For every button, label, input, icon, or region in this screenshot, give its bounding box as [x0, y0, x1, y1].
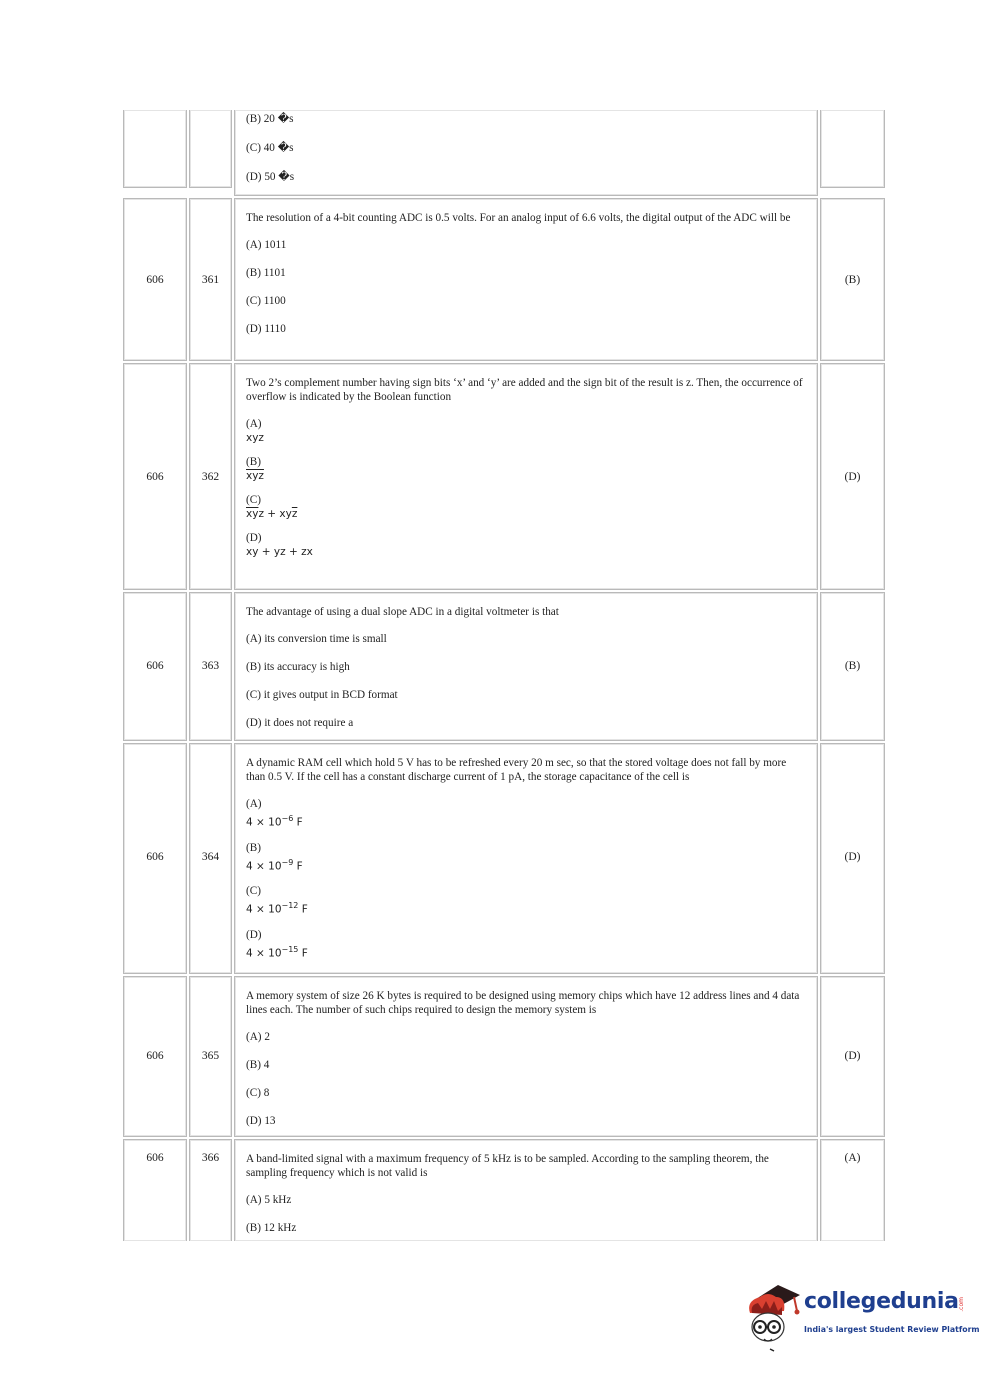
math-expression: xy + yz + zx	[246, 546, 313, 558]
answer-cell	[820, 198, 885, 361]
question-cell	[234, 976, 818, 1137]
option: (D) 13	[246, 1115, 276, 1127]
math-expression: $4 \times 10^{-9}$ F	[246, 857, 303, 872]
math-expression: $\overline{xy}z + xy\overline{z}$	[246, 508, 298, 520]
option: (B) 12 kHz	[246, 1222, 297, 1234]
math-expression: xyz	[246, 432, 264, 444]
mascot-icon	[742, 1283, 802, 1353]
qno-cell	[189, 198, 232, 361]
qno-cell	[189, 592, 232, 741]
option: (C) 40 �s	[246, 142, 294, 154]
option: (D) 50 �s	[246, 171, 295, 183]
option: (D) it does not require a	[246, 717, 354, 729]
question-number: 363	[201, 660, 220, 672]
option: (B) its accuracy is high	[246, 661, 350, 673]
question-number: 366	[201, 1152, 220, 1164]
question-cell	[234, 363, 818, 590]
option: (B) 4	[246, 1059, 270, 1071]
logo-wordmark: collegedunia	[804, 1289, 959, 1314]
code-cell	[123, 110, 187, 188]
code-cell	[123, 363, 187, 590]
table-row-364	[123, 743, 885, 974]
math-expression: $4 \times 10^{-15}$ F	[246, 944, 308, 959]
exam-code: 606	[146, 851, 164, 863]
table-row-363	[123, 592, 885, 741]
option-label: (C)	[246, 885, 261, 897]
option-label: (A)	[246, 418, 262, 430]
option	[246, 884, 805, 918]
question-text: A band-limited signal with a maximum frequency of 5 kHz is to be sampled. According to the sampling theorem, the sampling frequency which is not valid is	[246, 1153, 769, 1179]
logo-tagline: India's largest Student Review Platform	[804, 1325, 980, 1334]
option-label: (B)	[246, 841, 261, 854]
question-cell	[234, 743, 818, 974]
logo-suffix: .com	[958, 1297, 965, 1312]
qno-cell	[189, 363, 232, 590]
option	[246, 841, 805, 875]
option: (B) 1101	[246, 267, 286, 279]
code-cell	[123, 976, 187, 1137]
table-row-365	[123, 976, 885, 1137]
table-row-362	[123, 363, 885, 590]
option	[246, 455, 805, 484]
question-number: 361	[201, 274, 220, 286]
qno-cell	[189, 976, 232, 1137]
option: (D) 1110	[246, 323, 286, 335]
answer-cell	[820, 110, 885, 188]
question-text: The resolution of a 4-bit counting ADC is 0.5 volts. For an analog input of 6.6 volts, the digital output of the ADC will be	[246, 212, 791, 224]
math-expression: $\overline{xyz}$	[246, 470, 264, 482]
exam-code: 606	[146, 1152, 164, 1164]
math-expression: $4 \times 10^{-6}$ F	[246, 814, 303, 829]
question-text: Two 2’s complement number having sign bits ‘x’ and ‘y’ are added and the sign bit of the result is z. Then, the occurrence of overflow is indicated by the Boolean function	[246, 377, 803, 403]
option: (C) 8	[246, 1087, 270, 1099]
option	[246, 493, 805, 522]
option: (A) 2	[246, 1031, 270, 1043]
question-number: 362	[201, 471, 220, 483]
code-cell	[123, 743, 187, 974]
option-label: (D)	[246, 928, 262, 941]
answer-cell	[820, 592, 885, 741]
answer-cell	[820, 363, 885, 590]
answer-cell	[820, 976, 885, 1137]
option	[246, 531, 805, 560]
option: (A) its conversion time is small	[246, 633, 387, 645]
option: (C) 1100	[246, 295, 286, 307]
answer: (D)	[844, 1050, 861, 1062]
question-cell	[234, 592, 818, 741]
answer: (D)	[844, 851, 861, 863]
code-cell	[123, 592, 187, 741]
table-row-continuation	[123, 110, 885, 188]
qno-cell	[189, 743, 232, 974]
option-label: (C)	[246, 494, 261, 506]
option	[246, 417, 805, 446]
question-cell	[234, 110, 818, 196]
code-cell	[123, 198, 187, 361]
question-text: A dynamic RAM cell which hold 5 V has to be refreshed every 20 m sec, so that the stored voltage does not fall by more than 0.5 V. If the cell has a constant discharge current of 1 pA, the storage capacitance of the cell is	[246, 757, 787, 783]
answer: (A)	[844, 1152, 861, 1164]
option	[246, 928, 805, 962]
exam-code: 606	[146, 471, 164, 483]
question-cell	[234, 1139, 818, 1241]
option	[246, 797, 805, 831]
exam-code: 606	[146, 1050, 164, 1062]
collegedunia-logo	[742, 1283, 980, 1353]
option-label: (B)	[246, 456, 261, 468]
answer-cell	[820, 743, 885, 974]
question-number: 365	[201, 1050, 220, 1062]
exam-code: 606	[146, 660, 164, 672]
answer-cell	[820, 1139, 885, 1241]
option: (C) it gives output in BCD format	[246, 689, 398, 701]
answer: (D)	[844, 471, 861, 483]
qno-cell	[189, 1139, 232, 1241]
table-row-366	[123, 1139, 885, 1241]
code-cell	[123, 1139, 187, 1241]
option: (A) 5 kHz	[246, 1194, 292, 1206]
table-row-361	[123, 198, 885, 361]
qno-cell	[189, 110, 232, 188]
option: (B) 20 �s	[246, 113, 294, 125]
answer: (B)	[844, 274, 861, 286]
option-label: (A)	[246, 798, 262, 810]
question-text: The advantage of using a dual slope ADC in a digital voltmeter is that	[246, 606, 559, 618]
question-cell	[234, 198, 818, 361]
math-expression: $4 \times 10^{-12}$ F	[246, 901, 308, 916]
answer: (B)	[844, 660, 861, 672]
question-number: 364	[201, 851, 220, 863]
option: (A) 1011	[246, 239, 287, 251]
option-label: (D)	[246, 532, 262, 544]
question-text: A memory system of size 26 K bytes is required to be designed using memory chips which have 12 address lines and 4 data lines each. The number of such chips required to design the memory system is	[246, 990, 800, 1016]
exam-code: 606	[146, 274, 164, 286]
